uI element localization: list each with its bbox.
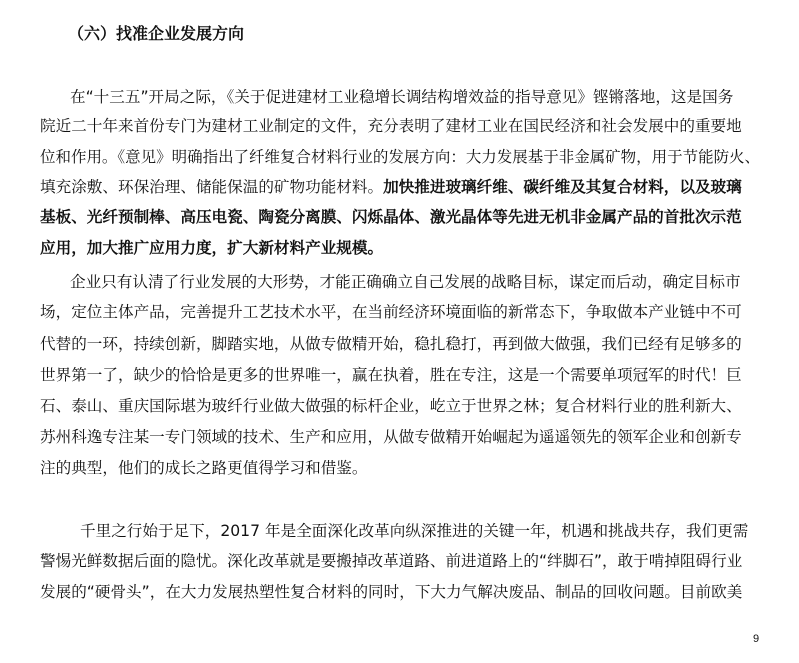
paragraph-2-line-4: 世界第一了，缺少的恰恰是更多的世界唯一，赢在执着，胜在专注，这是一个需要单项冠军的时代！巨 bbox=[40, 366, 742, 384]
page-number: 9 bbox=[753, 633, 760, 645]
paragraph-2-line-5: 石、泰山、重庆国际堪为玻纤行业做大做强的标杆企业，屹立于世界之林；复合材料行业的胜利新大、 bbox=[40, 397, 742, 415]
paragraph-1-line-2: 院近二十年来首份专门为建材工业制定的文件，充分表明了建材工业在国民经济和社会发展中的重要地 bbox=[40, 117, 742, 135]
paragraph-3-line-1: 千里之行始于足下，2017 年是全面深化改革向纵深推进的关键一年，机遇和挑战共存，我们更需 bbox=[80, 522, 749, 540]
paragraph-2-line-7: 注的典型，他们的成长之路更值得学习和借鉴。 bbox=[40, 459, 368, 477]
paragraph-2-line-3: 代替的一环，持续创新，脚踏实地，从做专做精开始，稳扎稳打，再到做大做强，我们已经有足够多的 bbox=[40, 335, 742, 353]
paragraph-2-line-2: 场，定位主体产品，完善提升工艺技术水平，在当前经济环境面临的新常态下，争取做本产业链中不可 bbox=[40, 303, 742, 321]
paragraph-1-line-4 bbox=[40, 176, 760, 198]
paragraph-1-line-6: 应用，加大推广应用力度，扩大新材料产业规模。 bbox=[40, 239, 384, 257]
paragraph-3-line-2: 警惕光鲜数据后面的隐忧。深化改革就是要搬掉改革道路、前进道路上的“绊脚石”，敢于啃掉阻碍行业 bbox=[40, 552, 743, 570]
paragraph-1-line-4-bold: 加快推进玻璃纤维、碳纤维及其复合材料，以及玻璃 bbox=[383, 178, 742, 196]
paragraph-2-line-6: 苏州科逸专注某一专门领域的技术、生产和应用，从做专做精开始崛起为遥遥领先的领军企业和创新专 bbox=[40, 428, 742, 446]
section-heading: （六）找准企业发展方向 bbox=[68, 24, 245, 43]
paragraph-1-line-3: 位和作用。《意见》明确指出了纤维复合材料行业的发展方向：大力发展基于非金属矿物，用于节能防火、 bbox=[40, 148, 761, 166]
paragraph-1-line-1: 在“十三五”开局之际，《关于促进建材工业稳增长调结构增效益的指导意见》铿锵落地，这是国务 bbox=[70, 88, 734, 106]
paragraph-1-line-4-normal: 填充涂敷、环保治理、储能保温的矿物功能材料。 bbox=[40, 178, 384, 196]
paragraph-2-line-1: 企业只有认清了行业发展的大形势，才能正确确立自己发展的战略目标，谋定而后动，确定目标市 bbox=[70, 273, 741, 291]
paragraph-3-line-3: 发展的“硬骨头”，在大力发展热塑性复合材料的同时，下大力气解决废品、制品的回收问题。目前欧美 bbox=[40, 583, 743, 601]
paragraph-1-line-5: 基板、光纤预制棒、高压电瓷、陶瓷分离膜、闪烁晶体、激光晶体等先进无机非金属产品的首批次示范 bbox=[40, 208, 742, 226]
